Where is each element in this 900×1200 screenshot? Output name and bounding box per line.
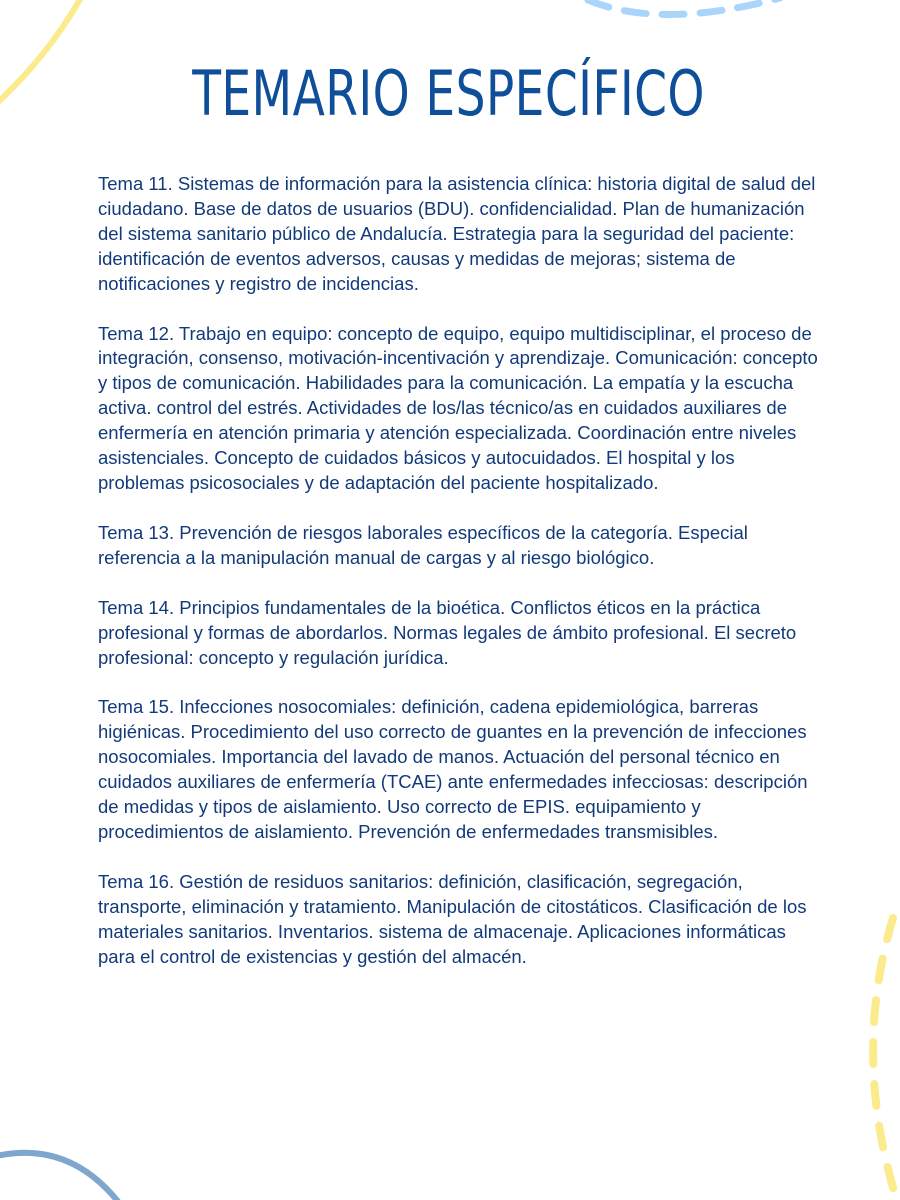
topic-13: Tema 13. Prevención de riesgos laborales específicos de la categoría. Especial referencia a la manipulación manual de cargas y al riesgo biológico. bbox=[98, 521, 748, 568]
topic-14: Tema 14. Principios fundamentales de la bioética. Conflictos éticos en la práctica profesional y formas de abordarlos. Normas legales de ámbito profesional. El secreto profesional: concepto y regulación jurídica. bbox=[98, 596, 797, 668]
topic-list bbox=[98, 172, 826, 994]
yellow-arc-top-left bbox=[0, 0, 82, 104]
page-title: TEMARIO ESPECÍFICO bbox=[192, 57, 705, 130]
yellow-dashed-arc-right bbox=[873, 918, 900, 1200]
topic-16: Tema 16. Gestión de residuos sanitarios: definición, clasificación, segregación, transporte, eliminación y tratamiento. Manipulación de citostáticos. Clasificación de los materiales sanitarios. Inventarios. sistema de almacenaje. Aplicaciones informáticas para el control de existencias y gestión del almacén. bbox=[98, 870, 807, 967]
blue-arc-bottom-left bbox=[0, 1153, 120, 1200]
topic-12: Tema 12. Trabajo en equipo: concepto de equipo, equipo multidisciplinar, el proceso de integración, consenso, motivación-incentivación y aprendizaje. Comunicación: concepto y tipos de comunicación. Habilidades para la comunicación. La empatía y la escucha activa. control del estrés. Actividades de los/las técnico/as en cuidados auxiliares de enfermería en atención primaria y atención especializada. Coordinación entre niveles asistenciales. Concepto de cuidados básicos y autocuidados. El hospital y los problemas psicosociales y de adaptación del paciente hospitalizado. bbox=[98, 322, 818, 493]
topic-11: Tema 11. Sistemas de información para la asistencia clínica: historia digital de salud del ciudadano. Base de datos de usuarios (BDU). confidencialidad. Plan de humanización del sistema sanitario público de Andalucía. Estrategia para la seguridad del paciente: identificación de eventos adversos, causas y medidas de mejoras; sistema de notificaciones y registro de incidencias. bbox=[98, 173, 816, 294]
lightblue-dashed-arc-top bbox=[588, 0, 780, 15]
topic-15: Tema 15. Infecciones nosocomiales: definición, cadena epidemiológica, barreras higiénicas. Procedimiento del uso correcto de guantes en la prevención de infecciones nosocomiales. Importancia del lavado de manos. Actuación del personal técnico en cuidados auxiliares de enfermería (TCAE) ante enfermedades infecciosas: descripción de medidas y tipos de aislamiento. Uso correcto de EPIS. equipamiento y procedimientos de aislamiento. Prevención de enfermedades transmisibles. bbox=[98, 696, 808, 842]
